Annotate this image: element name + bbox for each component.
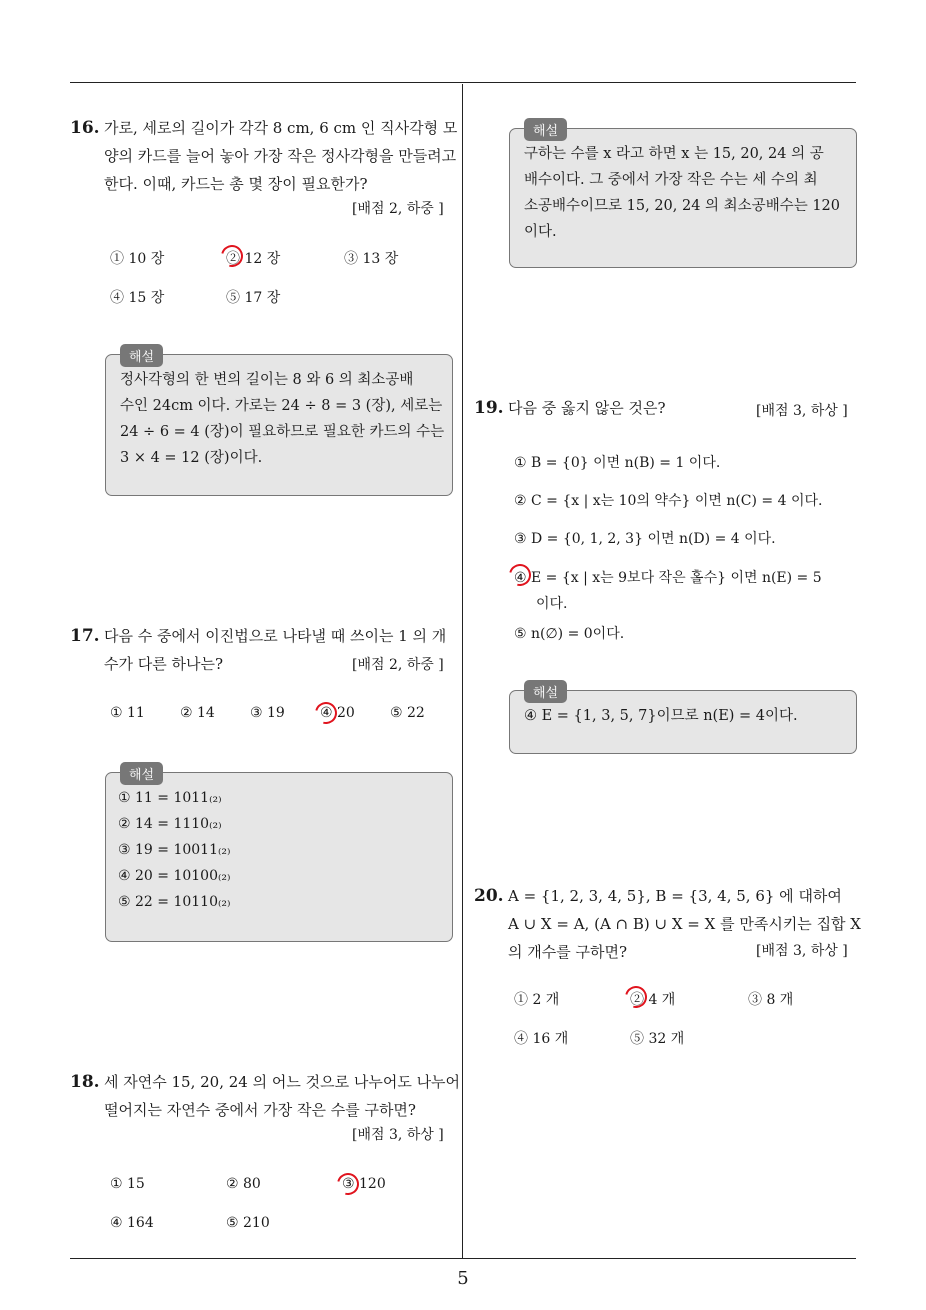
solution-text bbox=[524, 703, 844, 729]
question-text bbox=[104, 114, 456, 198]
question-line: A = {1, 2, 3, 4, 5}, B = {3, 4, 5, 6} 에 대하여 bbox=[508, 887, 842, 905]
solution-line: ① 11 = 1011₍₂₎ bbox=[118, 790, 222, 806]
choice-1[interactable]: ① 11 bbox=[110, 705, 145, 721]
column-divider bbox=[462, 84, 463, 1258]
solution-line: ④ E = {1, 3, 5, 7}이므로 n(E) = 4이다. bbox=[524, 708, 798, 724]
choice-5[interactable]: ⑤ n(∅) = 0이다. bbox=[514, 626, 625, 642]
bottom-rule bbox=[70, 1258, 856, 1259]
solution-line: 정사각형의 한 변의 길이는 8 와 6 의 최소공배 bbox=[120, 372, 414, 388]
solution-text bbox=[118, 785, 440, 915]
question-number: 16. bbox=[70, 118, 100, 138]
question-number: 17. bbox=[70, 626, 100, 646]
question-line: 의 개수를 구하면? bbox=[508, 943, 628, 961]
choice-2[interactable]: ② C = {x | x는 10의 약수} 이면 n(C) = 4 이다. bbox=[514, 493, 823, 509]
choice-4[interactable]: ④ 20 bbox=[320, 705, 355, 721]
solution-line: 소공배수이므로 15, 20, 24 의 최소공배수는 120 bbox=[524, 198, 840, 214]
question-line: A ∪ X = A, (A ∩ B) ∪ X = X 를 만족시키는 집합 X bbox=[508, 915, 861, 933]
score-meta: [배점 3, 하상 ] bbox=[352, 1127, 444, 1143]
solution-box-18 bbox=[509, 124, 857, 268]
choice-4[interactable]: ④ 164 bbox=[110, 1215, 154, 1231]
question-number: 18. bbox=[70, 1072, 100, 1092]
solution-line: 24 ÷ 6 = 4 (장)이 필요하므로 필요한 카드의 수는 bbox=[120, 424, 445, 440]
choice-1[interactable]: ① 10 장 bbox=[110, 251, 165, 267]
solution-tag: 해설 bbox=[120, 762, 163, 785]
choice-2[interactable]: ② 14 bbox=[180, 705, 215, 721]
solution-line: ④ 20 = 10100₍₂₎ bbox=[118, 868, 231, 884]
choice-3[interactable]: ③ D = {0, 1, 2, 3} 이면 n(D) = 4 이다. bbox=[514, 531, 776, 547]
page-number: 5 bbox=[457, 1268, 469, 1289]
question-number: 20. bbox=[474, 886, 504, 906]
solution-text bbox=[524, 141, 844, 245]
choice-3[interactable]: ③ 19 bbox=[250, 705, 285, 721]
score-meta: [배점 3, 하상 ] bbox=[756, 403, 848, 419]
question-line: 가로, 세로의 길이가 각각 8 cm, 6 cm 인 직사각형 모 bbox=[104, 119, 458, 137]
question-number: 19. bbox=[474, 398, 504, 418]
question-text bbox=[104, 1068, 461, 1124]
solution-line: ② 14 = 1110₍₂₎ bbox=[118, 816, 222, 832]
question-line: 다음 수 중에서 이진법으로 나타낼 때 쓰이는 1 의 개 bbox=[104, 627, 447, 645]
question-line: 떨어지는 자연수 중에서 가장 작은 수를 구하면? bbox=[104, 1101, 416, 1119]
choice-2[interactable]: ② 4 개 bbox=[630, 992, 676, 1008]
solution-box bbox=[509, 686, 857, 754]
solution-line: ③ 19 = 10011₍₂₎ bbox=[118, 842, 231, 858]
score-meta: [배점 2, 하중 ] bbox=[352, 201, 444, 217]
solution-box bbox=[105, 768, 453, 942]
choice-4-continued: 이다. bbox=[536, 596, 568, 612]
selected-answer-mark bbox=[311, 698, 341, 728]
choice-3[interactable]: ③ 13 장 bbox=[344, 251, 399, 267]
solution-line: 수인 24cm 이다. 가로는 24 ÷ 8 = 3 (장), 세로는 bbox=[120, 398, 443, 414]
top-rule bbox=[70, 82, 856, 83]
choice-4[interactable]: ④ 16 개 bbox=[514, 1031, 569, 1047]
choice-1[interactable]: ① 15 bbox=[110, 1176, 145, 1192]
choice-5[interactable]: ⑤ 17 장 bbox=[226, 290, 281, 306]
choice-3[interactable]: ③ 120 bbox=[342, 1176, 386, 1192]
solution-text bbox=[120, 367, 445, 471]
score-meta: [배점 2, 하중 ] bbox=[352, 657, 444, 673]
solution-tag: 해설 bbox=[524, 118, 567, 141]
choice-2[interactable]: ② 12 장 bbox=[226, 251, 281, 267]
solution-line: 3 × 4 = 12 (장)이다. bbox=[120, 450, 263, 466]
choice-1[interactable]: ① B = {0} 이면 n(B) = 1 이다. bbox=[514, 455, 721, 471]
choice-3[interactable]: ③ 8 개 bbox=[748, 992, 794, 1008]
choice-5[interactable]: ⑤ 22 bbox=[390, 705, 425, 721]
solution-tag: 해설 bbox=[524, 680, 567, 703]
solution-line: 구하는 수를 x 라고 하면 x 는 15, 20, 24 의 공 bbox=[524, 146, 824, 162]
question-line: 수가 다른 하나는? bbox=[104, 655, 224, 673]
solution-box bbox=[105, 350, 453, 496]
solution-line: ⑤ 22 = 10110₍₂₎ bbox=[118, 894, 231, 910]
solution-line: 배수이다. 그 중에서 가장 작은 수는 세 수의 최 bbox=[524, 172, 818, 188]
choice-1[interactable]: ① 2 개 bbox=[514, 992, 560, 1008]
selected-answer-mark bbox=[333, 1169, 363, 1199]
question-line: 양의 카드를 늘어 놓아 가장 작은 정사각형을 만들려고 bbox=[104, 147, 457, 165]
question-line: 한다. 이때, 카드는 총 몇 장이 필요한가? bbox=[104, 175, 368, 193]
choice-5[interactable]: ⑤ 210 bbox=[226, 1215, 270, 1231]
choice-4[interactable]: ④ E = {x | x는 9보다 작은 홀수} 이면 n(E) = 5 bbox=[514, 570, 822, 586]
question-text: 다음 중 옳지 않은 것은? bbox=[508, 399, 666, 417]
score-meta: [배점 3, 하상 ] bbox=[756, 943, 848, 959]
solution-tag: 해설 bbox=[120, 344, 163, 367]
solution-line: 이다. bbox=[524, 224, 557, 240]
choice-5[interactable]: ⑤ 32 개 bbox=[630, 1031, 685, 1047]
question-line: 세 자연수 15, 20, 24 의 어느 것으로 나누어도 나누어 bbox=[104, 1073, 461, 1091]
choice-4[interactable]: ④ 15 장 bbox=[110, 290, 165, 306]
choice-2[interactable]: ② 80 bbox=[226, 1176, 261, 1192]
